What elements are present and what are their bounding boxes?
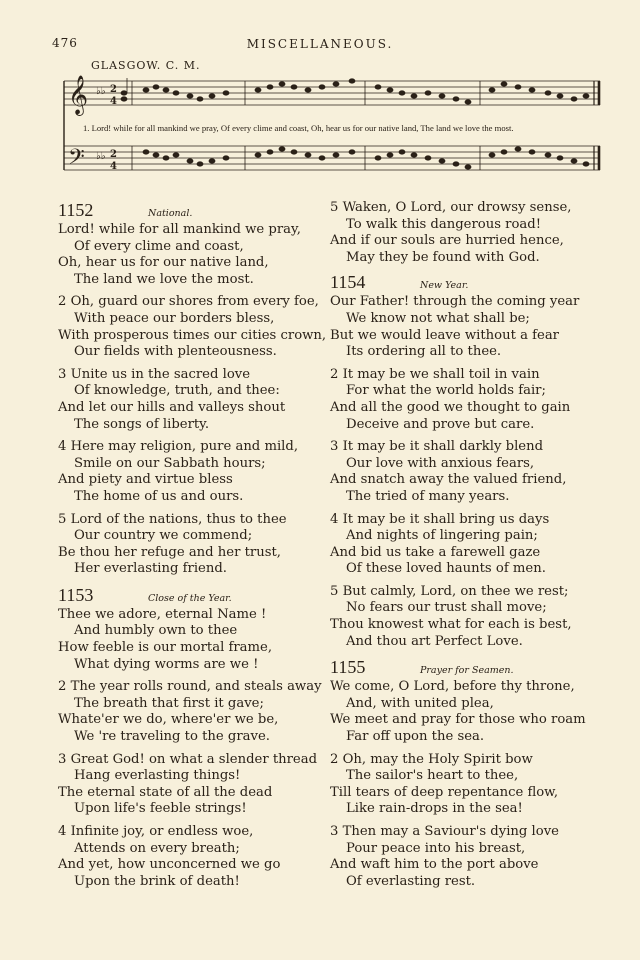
stanza (330, 439, 610, 505)
verse-line: And if our souls are hurried hence, (330, 233, 564, 249)
verse-line: Our Father! through the coming year (330, 294, 580, 310)
verse-line: The eternal state of all the dead (58, 784, 273, 800)
verse-line: Upon the brink of death! (74, 873, 240, 889)
hymn-1155 (330, 657, 610, 890)
stanza (330, 294, 610, 360)
verse-line: Our fields with plenteousness. (74, 344, 277, 360)
stanza (58, 607, 338, 673)
verse-line: With peace our borders bless, (74, 310, 275, 326)
hymn-number: 1154 (330, 272, 366, 293)
right-column (330, 200, 610, 897)
verse-line: Of everlasting rest. (346, 873, 476, 889)
verse-line: No fears our trust shall move; (346, 600, 547, 616)
verse-line: 3 Then may a Saviour's dying love (330, 824, 559, 839)
verse-line: 3 Great God! on what a slender thread (58, 751, 318, 767)
verse-line: We meet and pray for those who roam (330, 712, 586, 728)
svg-text:♭♭: ♭♭ (96, 151, 106, 162)
verse-line: We 're traveling to the grave. (74, 729, 270, 745)
verse-line: And let our hills and valleys shout (58, 399, 286, 415)
verse-line: Like rain-drops in the sea! (346, 801, 523, 817)
verse-line: 2 Oh, may the Holy Spirit bow (330, 751, 533, 767)
verse-line: Our love with anxious fears, (346, 455, 535, 471)
verse-line: And piety and virtue bless (58, 472, 233, 488)
stanza (58, 439, 338, 505)
verse-line: Till tears of deep repentance flow, (330, 784, 559, 800)
verse-line: May they be found with God. (346, 249, 540, 265)
verse-line: For what the world holds fair; (346, 383, 546, 399)
verse-line: Thee we adore, eternal Name ! (58, 606, 267, 622)
verse-line: Our country we commend; (74, 528, 253, 544)
verse-line: 4 Infinite joy, or endless woe, (58, 824, 254, 839)
svg-text:2: 2 (110, 149, 117, 160)
verse-line: The tried of many years. (346, 488, 510, 504)
music-lyric: 1. Lord! while for all mankind we pray, Of every clime and coast, Oh, hear us for our native land, The land we love the most. (83, 123, 514, 133)
page-number: 476 (52, 36, 78, 50)
stanza (330, 679, 610, 745)
verse-line: The land we love the most. (74, 271, 254, 287)
hymn-1153 (58, 585, 338, 891)
svg-text:𝄢: 𝄢 (68, 145, 85, 175)
stanza (330, 512, 610, 578)
verse-line: We come, O Lord, before thy throne, (330, 679, 575, 695)
verse-line: 5 But calmly, Lord, on thee we rest; (330, 583, 569, 599)
verse-line: 4 It may be it shall bring us days (330, 511, 550, 527)
verse-line: And nights of lingering pain; (346, 528, 538, 544)
tune-name: GLASGOW. C. M. (91, 59, 201, 72)
hymn-number: 1153 (58, 584, 94, 605)
verse-line: The breath that first it gave; (74, 695, 264, 711)
verse-line: 5 Lord of the nations, thus to thee (58, 511, 287, 527)
verse-line: Of these loved haunts of men. (346, 561, 546, 577)
svg-text:4: 4 (110, 96, 117, 107)
verse-line: Attends on every breath; (74, 840, 240, 856)
stanza (58, 294, 338, 360)
verse-line: And all the good we thought to gain (330, 399, 571, 415)
verse-line: 2 The year rolls round, and steals away (58, 679, 322, 695)
verse-line: What dying worms are we ! (74, 656, 259, 672)
hymn-title: Prayer for Seamen. (420, 665, 514, 677)
hymn-1154 (330, 272, 610, 650)
stanza (58, 824, 338, 890)
hymn-number: 1152 (58, 200, 94, 220)
verse-line: The sailor's heart to thee, (346, 768, 519, 784)
verse-line: 4 Here may religion, pure and mild, (58, 439, 299, 455)
verse-line: Oh, hear us for our native land, (58, 255, 269, 271)
hymn-title: Close of the Year. (148, 592, 232, 604)
stanza (58, 752, 338, 818)
verse-line: Lord! while for all mankind we pray, (58, 222, 301, 237)
verse-line: Deceive and prove but care. (346, 416, 535, 432)
verse-line: Be thou her refuge and her trust, (58, 544, 281, 560)
verse-line: And yet, how unconcerned we go (58, 857, 281, 873)
verse-line: Upon life's feeble strings! (74, 801, 247, 817)
hymn-1152 (58, 200, 338, 578)
svg-text:2: 2 (110, 84, 117, 95)
verse-line: Of every clime and coast, (74, 238, 244, 254)
verse-line: With prosperous times our cities crown, (58, 327, 327, 343)
verse-line: And snatch away the valued friend, (330, 472, 567, 488)
verse-line: 2 It may be we shall toil in vain (330, 366, 540, 382)
verse-line: We know not what shall be; (346, 310, 530, 326)
verse-line: 2 Oh, guard our shores from every foe, (58, 294, 319, 310)
stanza (58, 512, 338, 578)
verse-line: Pour peace into his breast, (346, 840, 526, 856)
verse-line: 3 It may be it shall darkly blend (330, 439, 544, 455)
verse-line: Whate'er we do, where'er we be, (58, 712, 279, 728)
verse-line: How feeble is our mortal frame, (58, 640, 273, 656)
verse-line: 5 Waken, O Lord, our drowsy sense, (330, 200, 572, 215)
verse-line: And thou art Perfect Love. (346, 633, 523, 649)
hymn-title: National. (148, 208, 193, 219)
stanza (330, 367, 610, 433)
verse-line: And humbly own to thee (74, 623, 238, 639)
hymn-number: 1155 (330, 657, 366, 678)
svg-text:4: 4 (110, 161, 117, 172)
stanza (330, 584, 610, 650)
hymn-title: New Year. (420, 280, 469, 292)
verse-line: And, with united plea, (346, 695, 494, 711)
verse-line: But we would leave without a fear (330, 327, 559, 343)
stanza (58, 222, 338, 288)
verse-line: 3 Unite us in the sacred love (58, 366, 251, 382)
verse-line: Smile on our Sabbath hours; (74, 455, 266, 471)
verse-line: Hang everlasting things! (74, 768, 241, 784)
verse-line: To walk this dangerous road! (346, 216, 542, 232)
running-head: MISCELLANEOUS. (246, 37, 394, 51)
svg-text:𝄞: 𝄞 (68, 75, 89, 115)
left-column (58, 200, 338, 897)
verse-line: Of knowledge, truth, and thee: (74, 383, 280, 399)
verse-line: Her everlasting friend. (74, 561, 227, 577)
stanza (58, 367, 338, 433)
verse-line: And bid us take a farewell gaze (330, 544, 541, 560)
stanza (58, 679, 338, 745)
stanza (330, 752, 610, 818)
verse-line: And waft him to the port above (330, 857, 539, 873)
stanza (330, 200, 610, 266)
verse-line: Its ordering all to thee. (346, 344, 502, 360)
verse-line: Far off upon the sea. (346, 729, 485, 745)
verse-line: The home of us and ours. (74, 488, 244, 504)
verse-line: Thou knowest what for each is best, (330, 617, 572, 633)
svg-text:♭♭: ♭♭ (96, 86, 106, 97)
stanza (330, 824, 610, 890)
verse-line: The songs of liberty. (74, 416, 210, 432)
